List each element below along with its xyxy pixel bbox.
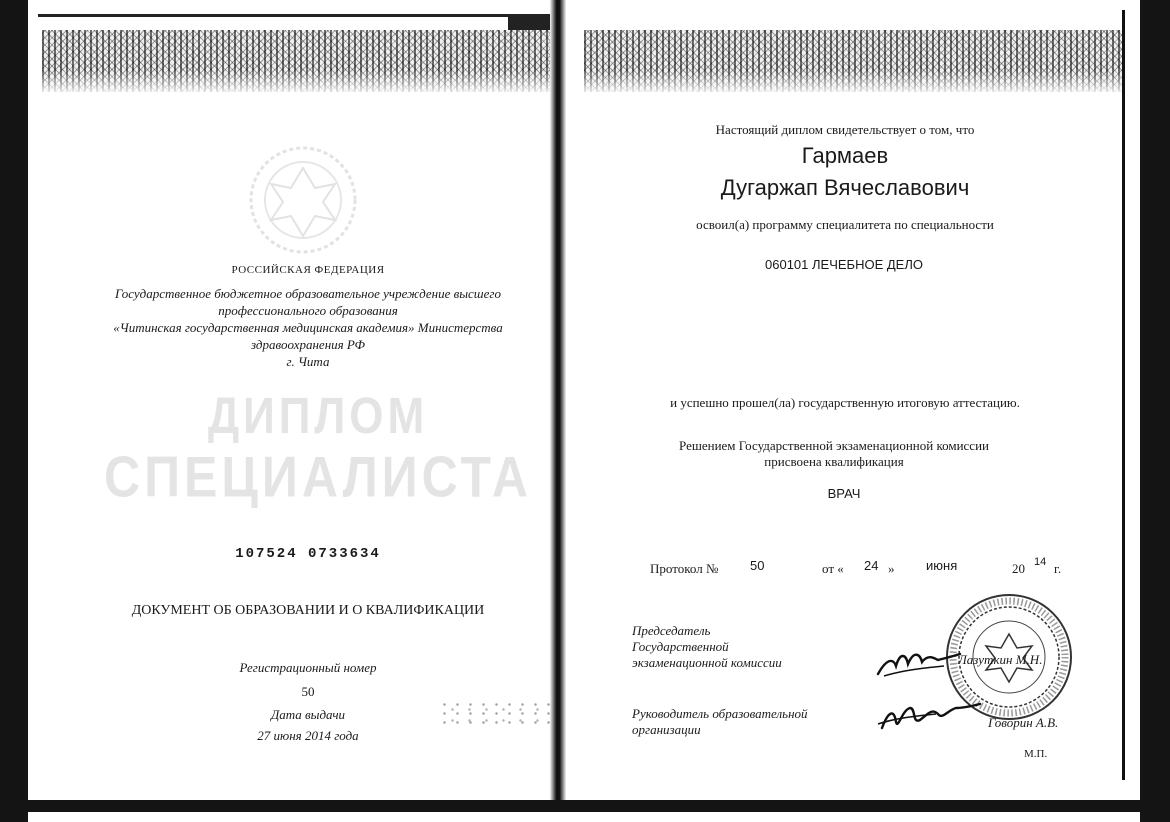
head-label-line: организации — [632, 722, 701, 737]
protocol-day: 24 — [864, 558, 879, 573]
protocol-number: 50 — [750, 558, 765, 573]
institution-city: г. Чита — [286, 354, 330, 369]
scan-edge-shadow — [1122, 10, 1125, 780]
registration-label: Регистрационный номер — [239, 660, 377, 675]
institution-line: здравоохранения РФ — [251, 337, 365, 352]
institution-line: Государственное бюджетное образовательное учреждение высшего — [115, 286, 501, 301]
issue-date: 27 июня 2014 года — [257, 728, 359, 743]
next-page-edge — [28, 812, 1140, 822]
head-signature-icon — [876, 694, 986, 740]
decision-line: Решением Государственной экзаменационной комиссии — [679, 438, 989, 453]
certifies-text: Настоящий диплом свидетельствует о том, что — [715, 122, 975, 137]
graduate-surname: Гармаев — [801, 143, 889, 168]
decision-line: присвоена квалификация — [764, 454, 904, 469]
protocol-month: июня — [926, 558, 958, 573]
institution-name — [68, 285, 548, 370]
chair-label-line: экзаменационной комиссии — [632, 655, 782, 670]
graduate-given-names: Дугаржап Вячеславович — [720, 175, 970, 200]
protocol-from: от « — [822, 561, 844, 576]
protocol-year-prefix: 20 — [1012, 561, 1025, 576]
chair-label — [632, 623, 832, 671]
diploma-scan — [28, 0, 1140, 800]
attestation-text: и успешно прошел(ла) государственную итоговую аттестацию. — [670, 395, 1020, 410]
specialty: 060101 ЛЕЧЕБНОЕ ДЕЛО — [765, 257, 923, 272]
country-name: РОССИЙСКАЯ ФЕДЕРАЦИЯ — [231, 264, 385, 276]
diploma-right-page — [564, 0, 1126, 800]
protocol-year-abbrev: г. — [1054, 561, 1062, 576]
document-type: ДОКУМЕНТ ОБ ОБРАЗОВАНИИ И О КВАЛИФИКАЦИИ — [131, 603, 485, 618]
head-name: Говорин А.В. — [988, 715, 1059, 730]
ghost-title-watermark: ДИПЛОМ — [207, 388, 429, 445]
protocol-label: Протокол № — [650, 561, 719, 576]
ghost-title-watermark: СПЕЦИАЛИСТА — [104, 444, 532, 510]
institution-line: «Читинская государственная медицинская академия» Министерства — [113, 320, 503, 335]
institution-line: профессионального образования — [218, 303, 398, 318]
scan-noise — [438, 700, 552, 724]
ornamental-banner — [584, 30, 1122, 92]
diploma-left-page — [28, 0, 552, 800]
chair-label-line: Государственной — [632, 639, 729, 654]
chair-signature-icon — [874, 636, 964, 682]
stamp-place-label: М.П. — [1024, 748, 1048, 760]
diploma-serial-number: 107524 0733634 — [235, 546, 381, 562]
registration-number: 50 — [301, 684, 315, 699]
issue-date-label: Дата выдачи — [270, 707, 346, 722]
chair-label-line: Председатель — [632, 623, 711, 638]
coat-of-arms-watermark-icon — [243, 140, 363, 260]
protocol-year-suffix: 14 — [1034, 556, 1047, 568]
commission-decision — [574, 438, 1094, 470]
head-label-line: Руководитель образовательной — [632, 706, 808, 721]
qualification: ВРАЧ — [827, 486, 861, 501]
chair-name: Лазуткин М.Н. — [958, 652, 1043, 667]
ornamental-banner — [42, 30, 550, 92]
head-label — [632, 706, 862, 738]
program-text: освоил(а) программу специалитета по специальности — [696, 217, 994, 232]
protocol-close-quote: » — [888, 561, 895, 576]
